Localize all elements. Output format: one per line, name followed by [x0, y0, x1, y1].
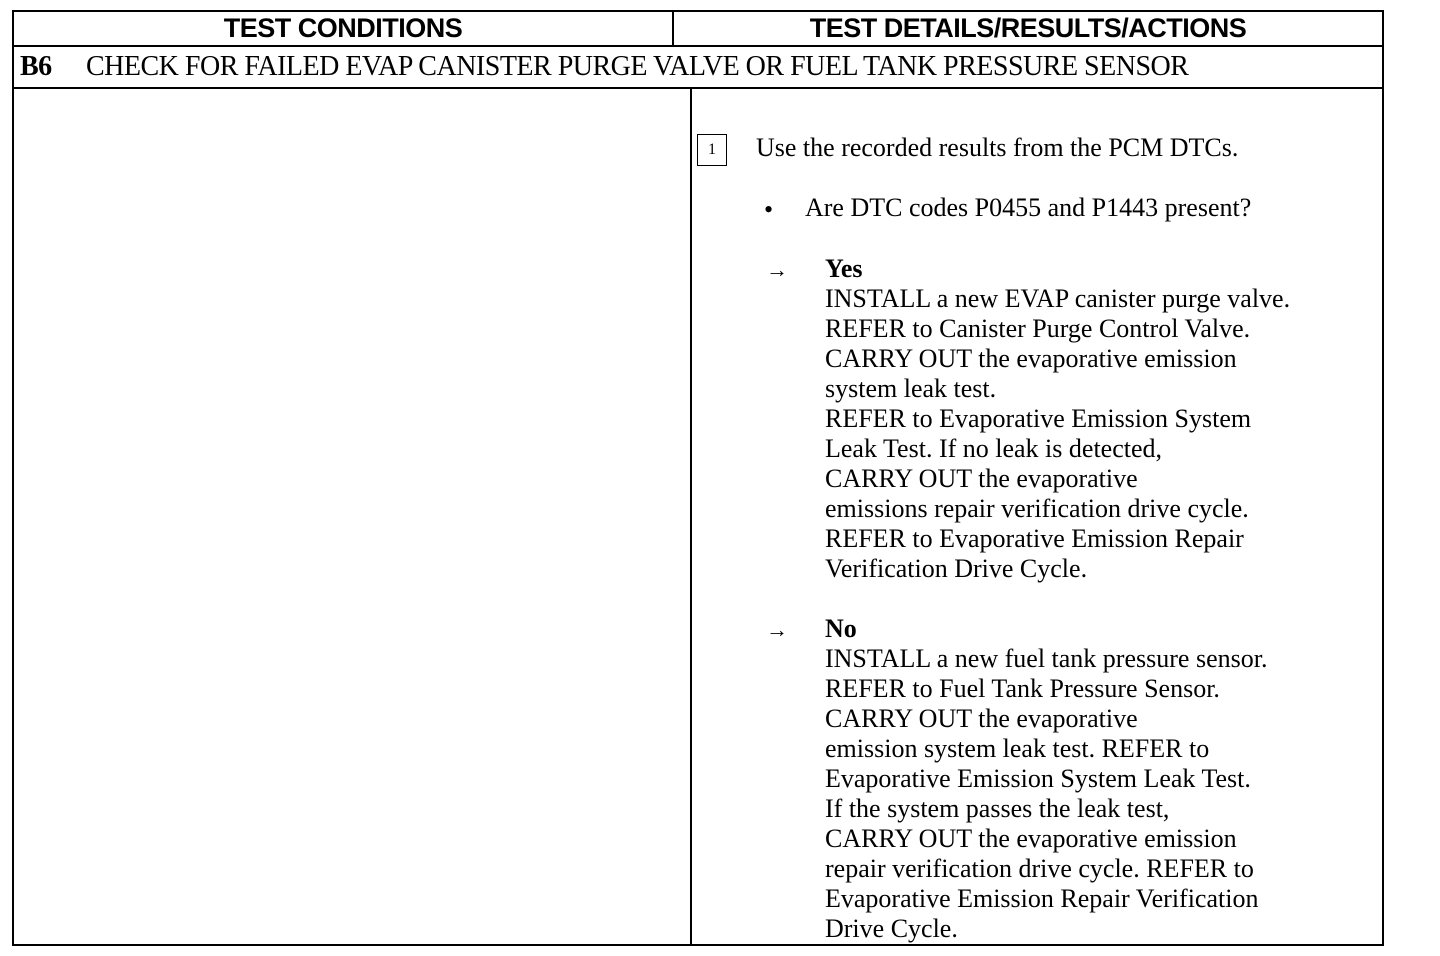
no-action-line: CARRY OUT the evaporative emission — [825, 824, 1237, 853]
step-id: B6 — [20, 51, 52, 82]
no-actions — [825, 644, 1267, 944]
table-header-row — [14, 12, 1382, 47]
header-test-conditions: TEST CONDITIONS — [14, 12, 674, 45]
bullet-icon: • — [764, 195, 774, 224]
yes-actions — [825, 284, 1290, 584]
no-action-line: INSTALL a new fuel tank pressure sensor. — [825, 644, 1268, 673]
no-action-line: Evaporative Emission Repair Verification — [825, 884, 1259, 913]
no-action-line: CARRY OUT the evaporative — [825, 704, 1138, 733]
question-text: Are DTC codes P0455 and P1443 present? — [805, 193, 1252, 222]
no-action-line: REFER to Fuel Tank Pressure Sensor. — [825, 674, 1220, 703]
substep-number-box: 1 — [697, 134, 727, 166]
no-arrow-icon: → — [766, 617, 788, 642]
no-action-line: Drive Cycle. — [825, 914, 958, 943]
test-conditions-cell — [14, 89, 692, 944]
substep-instruction: Use the recorded results from the PCM DTCs. — [756, 133, 1239, 162]
no-action-line: emission system leak test. REFER to — [825, 734, 1210, 763]
yes-action-line: Leak Test. If no leak is detected, — [825, 434, 1163, 463]
no-label: No — [825, 614, 857, 643]
yes-action-line: INSTALL a new EVAP canister purge valve. — [825, 284, 1291, 313]
yes-action-line: CARRY OUT the evaporative — [825, 464, 1138, 493]
yes-label: Yes — [825, 254, 863, 283]
test-details-cell — [692, 89, 1382, 944]
no-action-line: Evaporative Emission System Leak Test. — [825, 764, 1251, 793]
yes-action-line: REFER to Evaporative Emission System — [825, 404, 1252, 433]
yes-action-line: system leak test. — [825, 374, 997, 403]
no-action-line: repair verification drive cycle. REFER to — [825, 854, 1254, 883]
step-title: CHECK FOR FAILED EVAP CANISTER PURGE VALVE OR FUEL TANK PRESSURE SENSOR — [86, 51, 1189, 82]
yes-action-line: REFER to Evaporative Emission Repair — [825, 524, 1244, 553]
yes-action-line: CARRY OUT the evaporative emission — [825, 344, 1237, 373]
yes-arrow-icon: → — [766, 257, 788, 282]
yes-action-line: REFER to Canister Purge Control Valve. — [825, 314, 1251, 343]
yes-action-line: emissions repair verification drive cycle. — [825, 494, 1249, 523]
step-title-row — [14, 47, 1382, 89]
diagnostic-table — [12, 10, 1384, 946]
no-action-line: If the system passes the leak test, — [825, 794, 1170, 823]
header-test-details: TEST DETAILS/RESULTS/ACTIONS — [809, 13, 1247, 43]
yes-action-line: Verification Drive Cycle. — [825, 554, 1088, 583]
